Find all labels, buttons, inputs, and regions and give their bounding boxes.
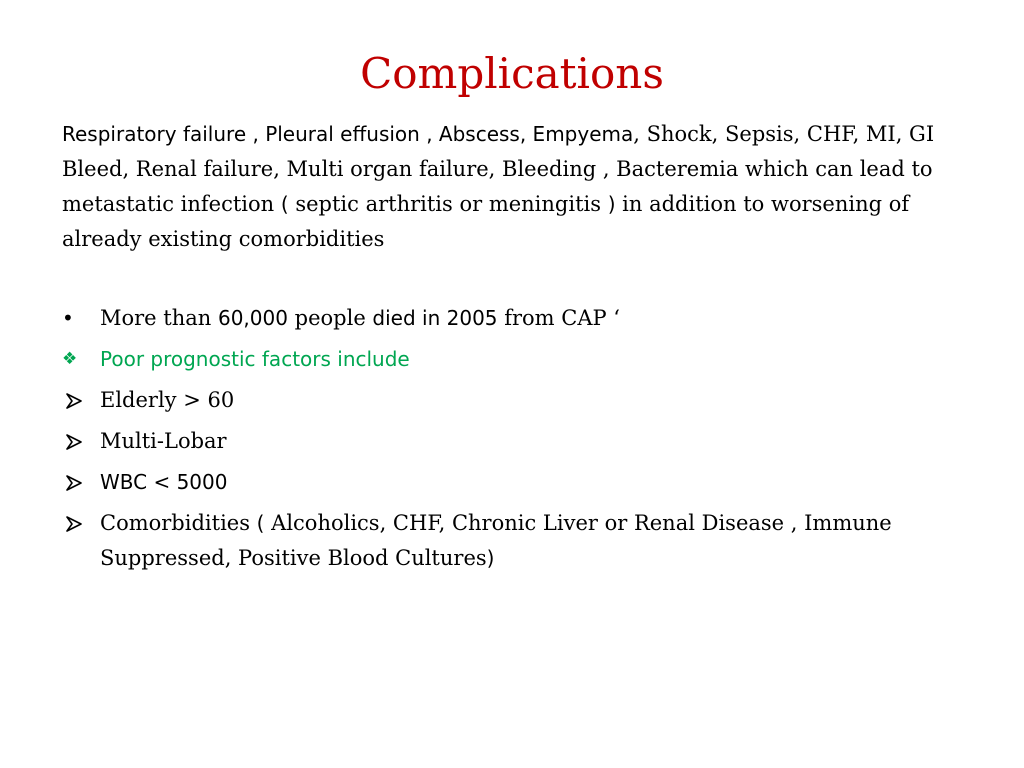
deaths-text-a: More than	[100, 306, 218, 330]
intro-paragraph	[62, 117, 967, 257]
list-item-deaths	[62, 301, 967, 336]
intro-rest: Shock, Sepsis, CHF, MI, GI Bleed, Renal failure, Multi organ failure, Bleeding , Bacteremia which can lead to metastatic infection	[62, 122, 935, 216]
list-item-multilobar	[62, 424, 967, 459]
list-item-elderly	[62, 383, 967, 418]
intro-paren-close: )	[607, 192, 616, 216]
bullet-list	[62, 301, 967, 582]
intro-middle: septic arthritis or meningitis	[288, 192, 608, 216]
wbc-text: WBC < 5000	[100, 470, 228, 494]
intro-bold-complications: Respiratory failure , Pleural effusion , Abscess, Empyema	[62, 122, 634, 146]
slide-title: Complications	[360, 49, 664, 98]
comorbidities-text-c: Alcoholics, CHF, Chronic Liver or Renal Disease , Immune Suppressed, Positive Blood Cultures	[100, 511, 892, 570]
comorbidities-paren-close: )	[486, 546, 495, 570]
bullet-dot-icon: •	[62, 306, 74, 330]
comorbidities-paren-open: (	[256, 511, 265, 535]
elderly-text: Elderly > 60	[100, 388, 235, 412]
intro-tail: in addition to worsening of already existing comorbidities	[62, 192, 910, 251]
deaths-number: 60,000	[217, 306, 288, 330]
multilobar-text: Multi-Lobar	[100, 429, 227, 453]
list-item-prognostic-factors	[62, 342, 967, 377]
intro-paren-open: (	[280, 192, 289, 216]
list-item-comorbidities	[62, 506, 967, 576]
deaths-text-e: from CAP ‘	[497, 306, 620, 330]
deaths-year: died in 2005	[372, 306, 498, 330]
list-item-wbc	[62, 465, 967, 500]
intro-comma: ,	[633, 122, 640, 146]
diamond-bullet-icon: ❖	[62, 349, 78, 369]
deaths-text-c: people	[287, 306, 373, 330]
comorbidities-text-a: Comorbidities	[100, 511, 257, 535]
prognostic-heading: Poor prognostic factors include	[100, 347, 410, 371]
